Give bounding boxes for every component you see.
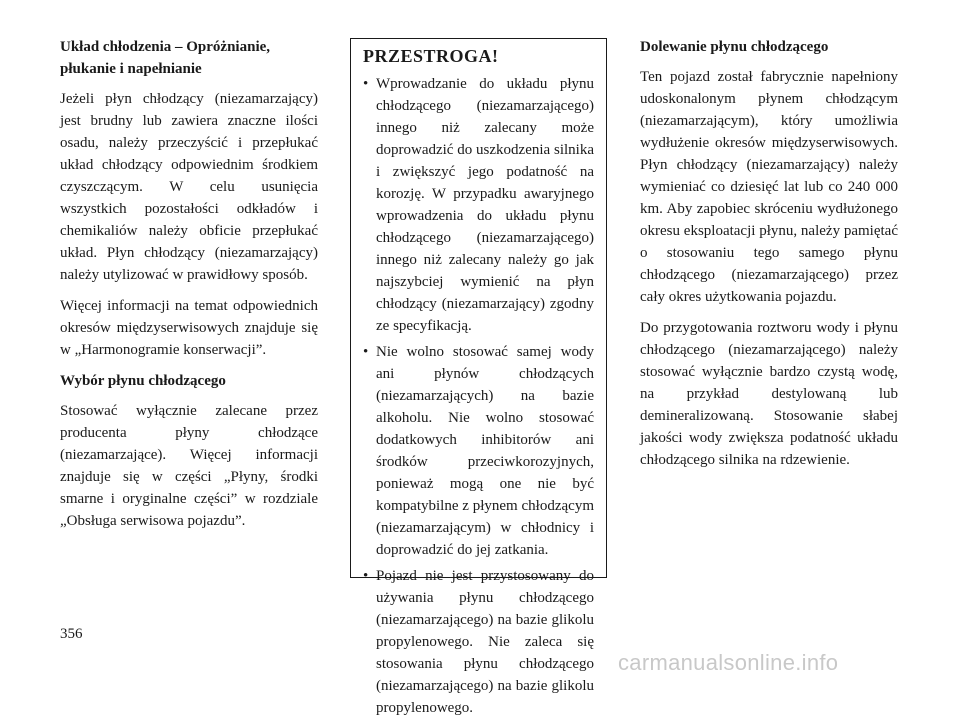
paragraph-recommended-coolants: Stosować wyłącznie zalecane przez producenta płyny chłodzące (niezamarzające). Więcej informacji znajduje się w części „Płyny, środki smarne i oryginalne części” w rozdziale „Obsługa serwisowa pojazdu”. [60,403,318,529]
section-heading-adding-coolant: Dolewanie płynu chłodzącego [640,39,829,55]
paragraph-factory-fill: Ten pojazd został fabrycznie napełniony udoskonalonym płynem chłodzącym (niezamarzającym), który umożliwia wydłużenie okresów międzyserwisowych. Płyn chłodzący (niezamarzający) należy wymieniać co dziesięć lat lub co 240 000 km. Aby zapobiec skróceniu wydłużonego okresu eksploatacji płynu, należy pamiętać o stosowaniu tego samego płynu chłodzącego (niezamarzającego) przez cały okres użytkowania pojazdu. [640,69,898,305]
caution-box [350,38,607,716]
paragraph-dirty-coolant: Jeżeli płyn chłodzący (niezamarzający) jest brudny lub zawiera znaczne ilości osadu, należy przeczyścić i przepłukać układ chłodzący odpowiednim środkiem czyszczącym. W celu usunięcia wszystkich pozostałości odkładów i chemikaliów należy obficie przepłukać układ. Płyn chłodzący (niezamarzający) należy utylizować w prawidłowy sposób. [60,91,318,283]
watermark: carmanualsonline.info [618,650,839,675]
caution-list [363,73,594,719]
section-heading-coolant-selection: Wybór płynu chłodzącego [60,373,226,389]
right-column [640,36,898,480]
left-column [60,36,318,541]
caution-item: • Pojazd nie jest przystosowany do używania płynu chłodzącego (niezamarzającego) na bazie glikolu propylenowego. Nie zaleca się stosowania płynu chłodzącego (niezamarzającego) na bazie glikolu propylenowego. [363,565,594,719]
caution-item: • Wprowadzanie do układu płynu chłodzącego (niezamarzającego) innego niż zalecany może doprowadzić do uszkodzenia silnika i zwiększyć jego podatność na korozję. W przypadku awaryjnego wprowadzenia do układu płynu chłodzącego (niezamarzającego) innego niż zalecany należy go jak najszybciej wymienić na płyn chłodzący (niezamarzający) zgodny ze specyfikacją. [363,73,594,337]
section-heading-cooling-system: Układ chłodzenia – Opróżnianie, płukanie i napełnianie [60,39,271,77]
paragraph-water-quality: Do przygotowania roztworu wody i płynu chłodzącego (niezamarzającego) należy stosować wyłącznie bardzo czystą wodę, na przykład destylowaną lub demineralizowaną. Stosowanie słabej jakości wody zwiększa podatność układu chłodzącego silnika na rdzewienie. [640,320,898,468]
caution-title: PRZESTROGA! [363,46,499,66]
caution-item: • Nie wolno stosować samej wody ani płynów chłodzących (niezamarzających) na bazie alkoholu. Nie wolno stosować dodatkowych inhibitorów ani środków przeciwkorozyjnych, ponieważ mogą one nie być kompatybilne z płynem chłodzącym (niezamarzającym) w chłodnicy i doprowadzić do jej zatkania. [363,341,594,561]
page-number: 356 [60,626,83,642]
paragraph-maintenance-schedule: Więcej informacji na temat odpowiednich okresów międzyserwisowych znajduje się w „Harmonogramie konserwacji”. [60,298,318,358]
